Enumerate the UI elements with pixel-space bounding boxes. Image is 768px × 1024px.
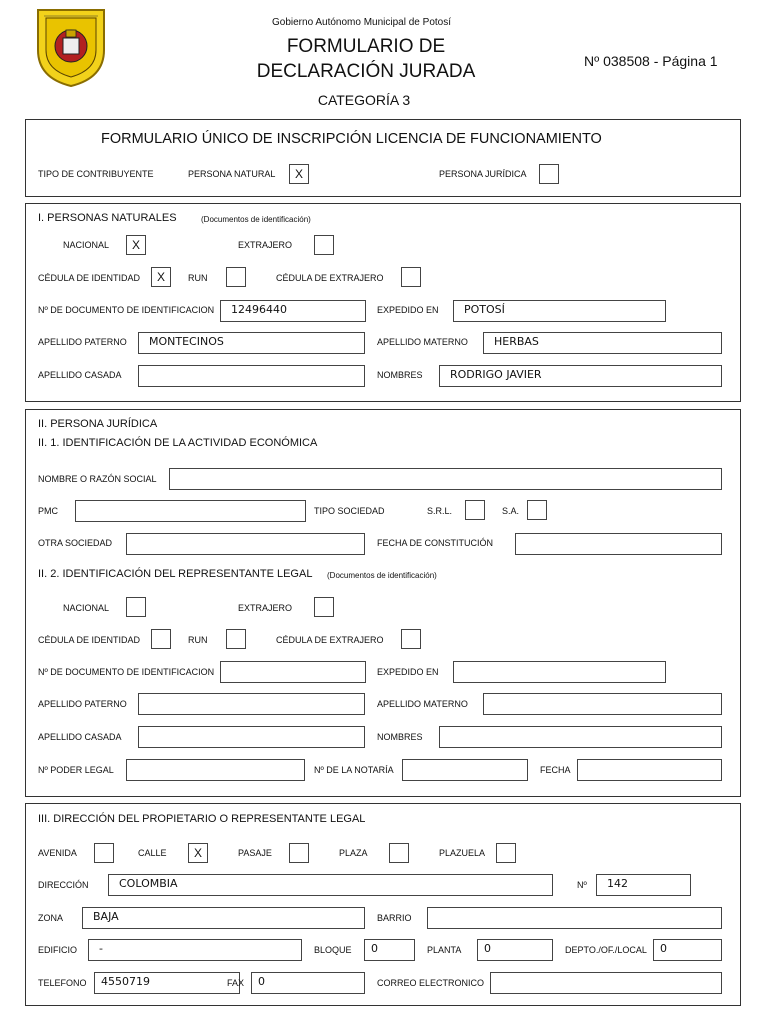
run-checkbox[interactable] <box>226 267 246 287</box>
rep-run-label: RUN <box>188 635 208 645</box>
section-2-title: II. PERSONA JURÍDICA <box>38 418 158 430</box>
sa-label: S.A. <box>502 506 520 516</box>
date-label: FECHA <box>540 765 571 775</box>
avenue-checkbox[interactable] <box>94 843 114 863</box>
form-title-line2: DECLARACIÓN JURADA <box>256 61 476 82</box>
section-2-2-note: (Documentos de identificación) <box>327 571 437 580</box>
passage-checkbox[interactable] <box>289 843 309 863</box>
fax-field[interactable]: 0 <box>251 972 365 994</box>
rep-ci-label: CÉDULA DE IDENTIDAD <box>38 635 141 645</box>
neighborhood-label: BARRIO <box>377 913 412 923</box>
rep-maternal-surname-field[interactable] <box>483 693 722 715</box>
nacional-checkbox[interactable]: X <box>126 235 146 255</box>
issued-in-label: EXPEDIDO EN <box>377 305 439 315</box>
nacional-label: NACIONAL <box>63 240 110 250</box>
natural-persons-section <box>25 203 741 402</box>
juridical-person-checkbox[interactable] <box>539 164 559 184</box>
rep-paternal-surname-field[interactable] <box>138 693 365 715</box>
ci-label: CÉDULA DE IDENTIDAD <box>38 273 141 283</box>
rep-ci-checkbox[interactable] <box>151 629 171 649</box>
rep-paternal-surname-label: APELLIDO PATERNO <box>38 699 127 709</box>
ce-label: CÉDULA DE EXTRAJERO <box>276 273 384 283</box>
neighborhood-field[interactable] <box>427 907 722 929</box>
house-number-field[interactable]: 142 <box>596 874 691 896</box>
avenue-label: AVENIDA <box>38 848 77 858</box>
small-plaza-checkbox[interactable] <box>496 843 516 863</box>
form-subtitle: FORMULARIO ÚNICO DE INSCRIPCIÓN LICENCIA DE FUNCIONAMIENTO <box>101 131 602 147</box>
plaza-checkbox[interactable] <box>389 843 409 863</box>
rep-ce-label: CÉDULA DE EXTRAJERO <box>276 635 384 645</box>
other-company-field[interactable] <box>126 533 365 555</box>
company-type-label: TIPO SOCIEDAD <box>314 506 385 516</box>
municipality-name: Gobierno Autónomo Municipal de Potosí <box>272 17 451 28</box>
maternal-surname-field[interactable]: HERBAS <box>483 332 722 354</box>
rep-nacional-label: NACIONAL <box>63 603 110 613</box>
extranjero-label: EXTRAJERO <box>238 240 293 250</box>
married-surname-field[interactable] <box>138 365 365 387</box>
phone-label: TELEFONO <box>38 978 87 988</box>
rep-married-surname-label: APELLIDO CASADA <box>38 732 122 742</box>
zone-label: ZONA <box>38 913 64 923</box>
building-label: EDIFICIO <box>38 945 78 955</box>
street-label: CALLE <box>138 848 167 858</box>
constitution-date-field[interactable] <box>515 533 722 555</box>
business-name-label: NOMBRE O RAZÓN SOCIAL <box>38 474 157 484</box>
taxpayer-type-label: TIPO DE CONTRIBUYENTE <box>38 169 154 179</box>
address-section <box>25 803 741 1006</box>
floor-field[interactable]: 0 <box>477 939 553 961</box>
email-label: CORREO ELECTRONICO <box>377 978 485 988</box>
srl-checkbox[interactable] <box>465 500 485 520</box>
form-type-section <box>25 119 741 197</box>
juridical-person-label: PERSONA JURÍDICA <box>439 169 527 179</box>
block-label: BLOQUE <box>314 945 352 955</box>
paternal-surname-label: APELLIDO PATERNO <box>38 337 127 347</box>
form-number-page: Nº 038508 - Página 1 <box>584 53 718 69</box>
municipal-crest-logo <box>36 8 106 88</box>
address-field[interactable]: COLOMBIA <box>108 874 553 896</box>
passage-label: PASAJE <box>238 848 272 858</box>
rep-nacional-checkbox[interactable] <box>126 597 146 617</box>
small-plaza-label: PLAZUELA <box>439 848 486 858</box>
maternal-surname-label: APELLIDO MATERNO <box>377 337 468 347</box>
email-field[interactable] <box>490 972 722 994</box>
business-name-field[interactable] <box>169 468 722 490</box>
floor-label: PLANTA <box>427 945 462 955</box>
legal-power-number-field[interactable] <box>126 759 305 781</box>
section-2-2-title: II. 2. IDENTIFICACIÓN DEL REPRESENTANTE LEGAL <box>38 568 313 580</box>
document-number-field[interactable]: 12496440 <box>220 300 366 322</box>
issued-in-field[interactable]: POTOSÍ <box>453 300 666 322</box>
srl-label: S.R.L. <box>427 506 453 516</box>
sa-checkbox[interactable] <box>527 500 547 520</box>
form-title-line1: FORMULARIO DE <box>286 36 446 57</box>
category-label: CATEGORÍA 3 <box>317 92 411 108</box>
rep-document-number-field[interactable] <box>220 661 366 683</box>
notary-number-field[interactable] <box>402 759 528 781</box>
rep-married-surname-field[interactable] <box>138 726 365 748</box>
natural-person-checkbox[interactable]: X <box>289 164 309 184</box>
house-number-label: Nº <box>577 880 587 890</box>
rep-extranjero-label: EXTRAJERO <box>238 603 293 613</box>
street-checkbox[interactable]: X <box>188 843 208 863</box>
first-names-label: NOMBRES <box>377 370 423 380</box>
natural-person-label: PERSONA NATURAL <box>188 169 276 179</box>
rep-run-checkbox[interactable] <box>226 629 246 649</box>
ci-checkbox[interactable]: X <box>151 267 171 287</box>
block-field[interactable]: 0 <box>364 939 415 961</box>
first-names-field[interactable]: RODRIGO JAVIER <box>439 365 722 387</box>
document-number-label: Nº DE DOCUMENTO DE IDENTIFICACION <box>38 305 215 315</box>
apartment-field[interactable]: 0 <box>653 939 722 961</box>
notary-number-label: Nº DE LA NOTARÍA <box>314 765 394 775</box>
legal-power-number-label: Nº PODER LEGAL <box>38 765 114 775</box>
section-3-title: III. DIRECCIÓN DEL PROPIETARIO O REPRESENTANTE LEGAL <box>38 813 366 825</box>
rep-extranjero-checkbox[interactable] <box>314 597 334 617</box>
pmc-label: PMC <box>38 506 58 516</box>
zone-field[interactable]: BAJA <box>82 907 365 929</box>
extranjero-checkbox[interactable] <box>314 235 334 255</box>
phone-field[interactable]: 4550719 <box>94 972 240 994</box>
section-1-note: (Documentos de identificación) <box>201 215 311 224</box>
run-label: RUN <box>188 273 208 283</box>
rep-maternal-surname-label: APELLIDO MATERNO <box>377 699 468 709</box>
pmc-field[interactable] <box>75 500 306 522</box>
apartment-label: DEPTO./OF./LOCAL <box>565 945 647 955</box>
fax-label: FAX <box>227 978 245 988</box>
building-field[interactable]: - <box>88 939 302 961</box>
plaza-label: PLAZA <box>339 848 368 858</box>
rep-document-number-label: Nº DE DOCUMENTO DE IDENTIFICACION <box>38 667 215 677</box>
other-company-label: OTRA SOCIEDAD <box>38 538 113 548</box>
rep-ce-checkbox[interactable] <box>401 629 421 649</box>
juridical-person-section <box>25 409 741 797</box>
married-surname-label: APELLIDO CASADA <box>38 370 122 380</box>
address-label: DIRECCIÓN <box>38 880 89 890</box>
date-field[interactable] <box>577 759 722 781</box>
constitution-date-label: FECHA DE CONSTITUCIÓN <box>377 538 494 548</box>
rep-first-names-label: NOMBRES <box>377 732 423 742</box>
rep-issued-in-label: EXPEDIDO EN <box>377 667 439 677</box>
section-2-1-title: II. 1. IDENTIFICACIÓN DE LA ACTIVIDAD ECONÓMICA <box>38 437 318 449</box>
paternal-surname-field[interactable]: MONTECINOS <box>138 332 365 354</box>
ce-checkbox[interactable] <box>401 267 421 287</box>
rep-first-names-field[interactable] <box>439 726 722 748</box>
section-1-title: I. PERSONAS NATURALES <box>38 212 177 224</box>
rep-issued-in-field[interactable] <box>453 661 666 683</box>
